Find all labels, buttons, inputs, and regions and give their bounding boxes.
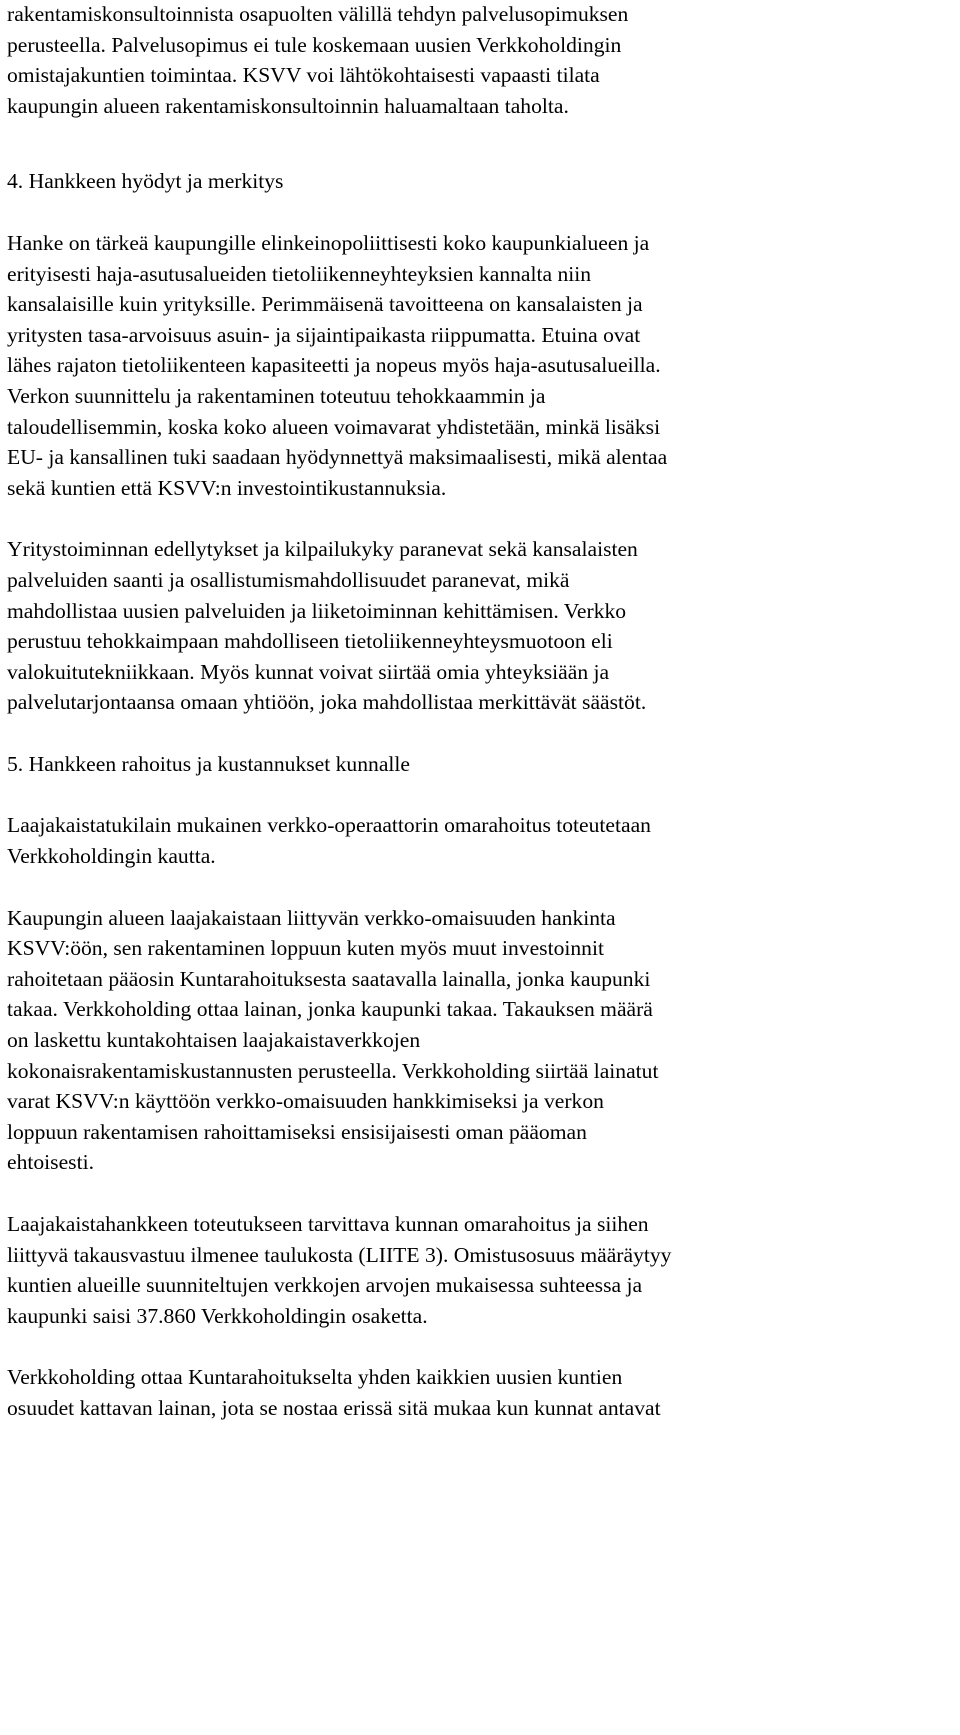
section-5-paragraph-1 bbox=[7, 810, 955, 871]
text-line: rakentamiskonsultoinnista osapuolten välillä tehdyn palvelusopimuksen bbox=[7, 2, 629, 26]
text-line: palveluiden saanti ja osallistumismahdollisuudet paranevat, mikä bbox=[7, 567, 570, 592]
text-line: osuudet kattavan lainan, jota se nostaa erissä sitä mukaa kun kunnat antavat bbox=[7, 1395, 661, 1420]
section-5-heading: 5. Hankkeen rahoitus ja kustannukset kunnalle bbox=[7, 751, 410, 776]
text-line: rahoitetaan pääosin Kuntarahoituksesta saatavalla lainalla, jonka kaupunki bbox=[7, 966, 651, 991]
text-line: EU- ja kansallinen tuki saadaan hyödynnettyä maksimaalisesti, mikä alentaa bbox=[7, 445, 668, 470]
text-line: varat KSVV:n käyttöön verkko-omaisuuden hankkimiseksi ja verkon bbox=[7, 1089, 604, 1114]
text-line: valokuitutekniikkaan. Myös kunnat voivat siirtää omia yhteyksiään ja bbox=[7, 659, 610, 684]
text-line: KSVV:öön, sen rakentaminen loppuun kuten myös muut investoinnit bbox=[7, 936, 604, 961]
section-4-heading: 4. Hankkeen hyödyt ja merkitys bbox=[7, 169, 284, 194]
text-line: Laajakaistatukilain mukainen verkko-operaattorin omarahoitus toteutetaan bbox=[7, 813, 651, 838]
text-line: kuntien alueille suunniteltujen verkkojen arvojen mukaisessa suhteessa ja bbox=[7, 1273, 643, 1298]
text-line: kokonaisrakentamiskustannusten perusteella. Verkkoholding siirtää lainatut bbox=[7, 1058, 659, 1083]
text-line: Verkon suunnittelu ja rakentaminen toteutuu tehokkaammin ja bbox=[7, 383, 546, 408]
section-5-paragraph-3 bbox=[7, 1209, 955, 1331]
text-line: omistajakuntien toimintaa. KSVV voi lähtökohtaisesti vapaasti tilata bbox=[7, 63, 600, 88]
text-line: ehtoisesti. bbox=[7, 1150, 94, 1175]
section-4-paragraph-1 bbox=[7, 228, 955, 503]
text-line: loppuun rakentamisen rahoittamiseksi ensisijaisesti oman pääoman bbox=[7, 1119, 587, 1144]
text-line: lähes rajaton tietoliikenteen kapasiteetti ja nopeus myös haja-asutusalueilla. bbox=[7, 353, 661, 378]
text-line: perusteella. Palvelusopimus ei tule koskemaan uusien Verkkoholdingin bbox=[7, 32, 622, 57]
text-line: kaupunki saisi 37.860 Verkkoholdingin osaketta. bbox=[7, 1303, 428, 1328]
text-line: on laskettu kuntakohtaisen laajakaistaverkkojen bbox=[7, 1028, 421, 1053]
intro-paragraph bbox=[7, 0, 955, 121]
text-line: Laajakaistahankkeen toteutukseen tarvittava kunnan omarahoitus ja siihen bbox=[7, 1212, 649, 1236]
text-line: Verkkoholdingin kautta. bbox=[7, 844, 216, 869]
text-line: sekä kuntien että KSVV:n investointikustannuksia. bbox=[7, 475, 447, 500]
text-line: mahdollistaa uusien palveluiden ja liiketoiminnan kehittämisen. Verkko bbox=[7, 598, 627, 623]
text-line: palvelutarjontaansa omaan yhtiöön, joka mahdollistaa merkittävät säästöt. bbox=[7, 690, 647, 715]
document-page bbox=[7, 0, 955, 1424]
text-line: erityisesti haja-asutusalueiden tietoliikenneyhteyksien kannalta niin bbox=[7, 261, 592, 286]
section-4-paragraph-2 bbox=[7, 534, 955, 718]
text-line: Verkkoholding ottaa Kuntarahoitukselta yhden kaikkien uusien kuntien bbox=[7, 1365, 623, 1390]
text-line: kansalaisille kuin yrityksille. Perimmäisenä tavoitteena on kansalaisten ja bbox=[7, 292, 643, 317]
text-line: taloudellisemmin, koska koko alueen voimavarat yhdistetään, minkä lisäksi bbox=[7, 414, 661, 439]
section-5-paragraph-2 bbox=[7, 903, 955, 1178]
section-5-paragraph-4 bbox=[7, 1362, 955, 1423]
text-line: Yritystoiminnan edellytykset ja kilpailukyky paranevat sekä kansalaisten bbox=[7, 537, 638, 562]
text-line: kaupungin alueen rakentamiskonsultoinnin haluamaltaan taholta. bbox=[7, 93, 569, 118]
text-line: yritysten tasa-arvoisuus asuin- ja sijaintipaikasta riippumatta. Etuina ovat bbox=[7, 322, 641, 347]
text-line: Kaupungin alueen laajakaistaan liittyvän verkko-omaisuuden hankinta bbox=[7, 905, 616, 930]
text-line: takaa. Verkkoholding ottaa lainan, jonka kaupunki takaa. Takauksen määrä bbox=[7, 997, 653, 1022]
text-line: Hanke on tärkeä kaupungille elinkeinopoliittisesti koko kaupunkialueen ja bbox=[7, 230, 650, 255]
text-line: perustuu tehokkaimpaan mahdolliseen tietoliikenneyhteysmuotoon eli bbox=[7, 629, 613, 654]
text-line: liittyvä takausvastuu ilmenee taulukosta (LIITE 3). Omistusosuus määräytyy bbox=[7, 1242, 672, 1267]
